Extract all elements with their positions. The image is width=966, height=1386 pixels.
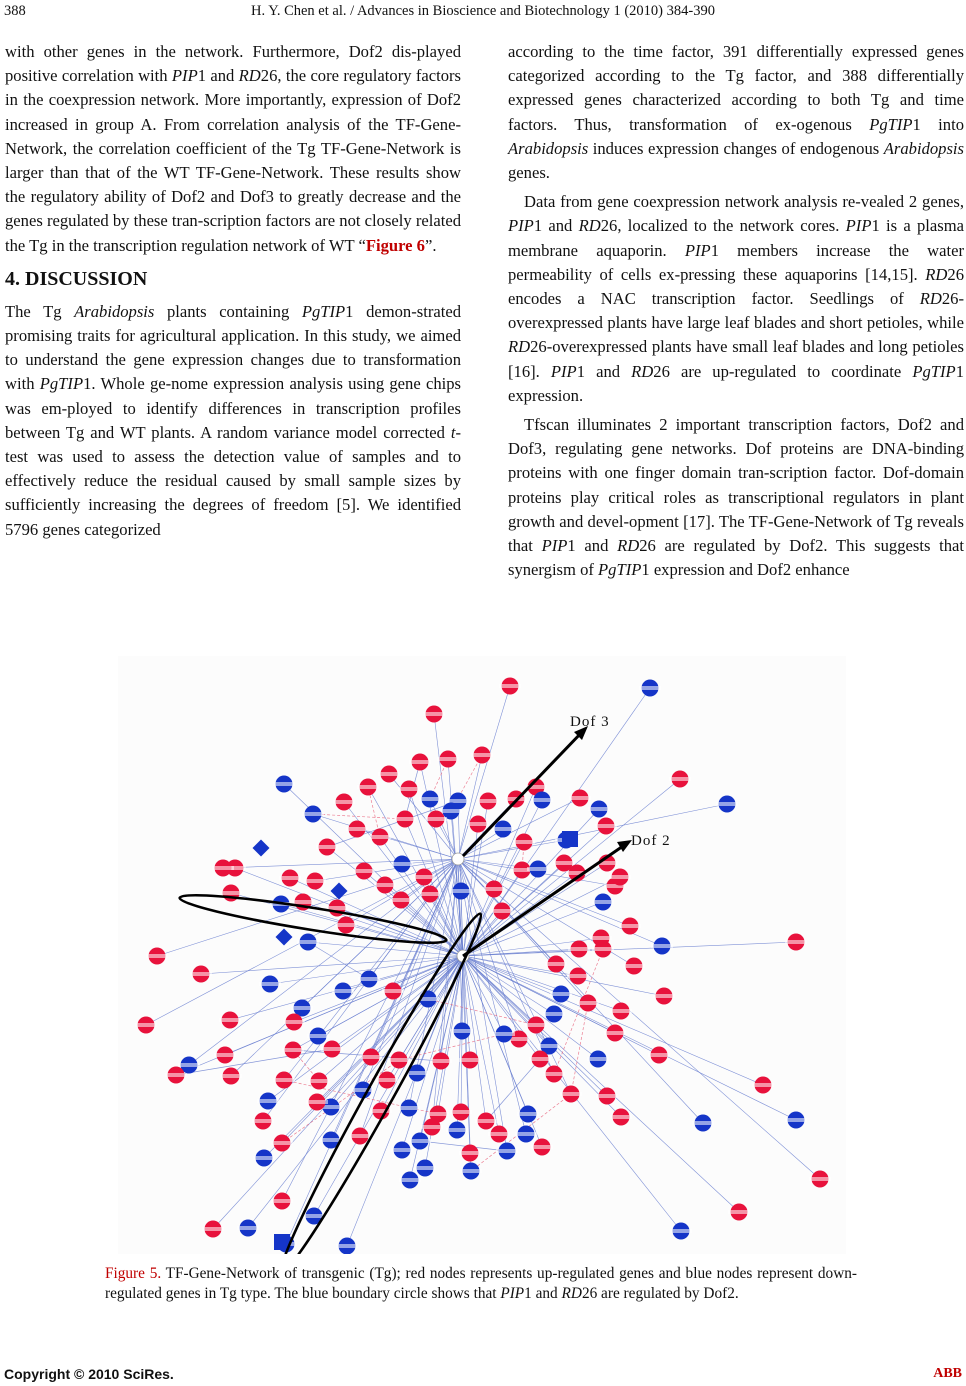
- node-label-bg: [577, 1001, 599, 1005]
- node-label-bg: [517, 1112, 539, 1116]
- node-label-bg: [670, 1229, 692, 1233]
- page-number: 388: [4, 3, 26, 19]
- node-label-bg: [513, 840, 535, 844]
- node-label-bg: [253, 1156, 275, 1160]
- node-label-bg: [394, 817, 416, 821]
- node-label-bg: [352, 1088, 374, 1092]
- node-label-bg: [360, 1055, 382, 1059]
- node-label-bg: [273, 1078, 295, 1082]
- node-label-bg: [220, 1074, 242, 1078]
- node-label-bg: [716, 802, 738, 806]
- node-label-bg: [413, 875, 435, 879]
- node-label-bg: [752, 1083, 774, 1087]
- node-label-bg: [440, 809, 462, 813]
- dof2-label: Dof 2: [631, 833, 671, 849]
- node-label-bg: [538, 1044, 560, 1048]
- node-label-bg: [648, 1053, 670, 1057]
- node-label-bg: [653, 994, 675, 998]
- node-label-bg: [423, 712, 445, 716]
- node-label-bg: [308, 1079, 330, 1083]
- node-label-bg: [190, 972, 212, 976]
- node-label-bg: [543, 1012, 565, 1016]
- node-label-bg: [271, 1141, 293, 1145]
- node-label-bg: [398, 1106, 420, 1110]
- node-label-bg: [406, 1071, 428, 1075]
- node-label-bg: [271, 1199, 293, 1203]
- node-label-bg: [321, 1047, 343, 1051]
- node-label-bg: [460, 1169, 482, 1173]
- node-label-bg: [202, 1227, 224, 1231]
- node-label-bg: [587, 1057, 609, 1061]
- node-label-bg: [569, 796, 591, 800]
- node-label-bg: [332, 989, 354, 993]
- node-label-bg: [450, 1110, 472, 1114]
- node-label-bg: [399, 1178, 421, 1182]
- page-footer: [4, 1366, 962, 1384]
- network-graph: [118, 656, 846, 1254]
- node-label-bg: [409, 760, 431, 764]
- node-label-bg: [531, 1145, 553, 1149]
- node-label-bg: [475, 1119, 497, 1123]
- node-label-bg: [483, 887, 505, 891]
- node-label-bg: [421, 1125, 443, 1129]
- node-label-bg: [588, 807, 610, 811]
- node-label-bg: [496, 1149, 518, 1153]
- node-label-bg: [306, 1100, 328, 1104]
- node-label-bg: [590, 936, 612, 940]
- node-label-bg: [391, 1148, 413, 1152]
- figure-label: Figure 5.: [105, 1265, 162, 1282]
- node-label-bg: [146, 954, 168, 958]
- node-label-bg: [283, 1020, 305, 1024]
- node-label-bg: [291, 1006, 313, 1010]
- node-label-bg: [568, 947, 590, 951]
- node-label-bg: [515, 1132, 537, 1136]
- node-label-bg: [357, 785, 379, 789]
- node-label-bg: [178, 1063, 200, 1067]
- node-label-bg: [488, 1132, 510, 1136]
- node-label-bg: [492, 827, 514, 831]
- node-label-bg: [609, 875, 631, 879]
- node-label-bg: [491, 909, 513, 913]
- copyright-text: Copyright © 2010 SciRes.: [4, 1366, 174, 1382]
- node-label-bg: [610, 1009, 632, 1013]
- right-paragraph-2: Data from gene coexpression network analysis re-vealed 2 genes, PIP1 and RD26, localized to the network cores. PIP1 is a plasma membrane aquaporin. PIP1 members increase the water permeability of cells ex-pressing these aquaporins [14,15]. RD26 encodes a NAC transcription factor. Seedlings of RD26-overexpressed plants have large leaf blades and short petioles, while RD26-overexpressed plants have small leaf blades and long petioles [16]. PIP1 and RD26 are up-regulated to coordinate PgTIP1 expression.: [508, 192, 964, 405]
- node-label-bg: [527, 867, 549, 871]
- section-heading: 4. DISCUSSION: [5, 267, 148, 290]
- node-label-bg: [378, 772, 400, 776]
- node-label-bg: [595, 824, 617, 828]
- node-label-bg: [809, 1177, 831, 1181]
- node-label-bg: [459, 1058, 481, 1062]
- node-label-bg: [425, 817, 447, 821]
- node-label-bg: [316, 845, 338, 849]
- network-figure: [118, 656, 846, 1254]
- node-label-bg: [785, 940, 807, 944]
- node-label-bg: [728, 1210, 750, 1214]
- node-label-bg: [604, 1031, 626, 1035]
- tf-square-node: [562, 831, 578, 847]
- left-column: [5, 40, 461, 542]
- node-label-bg: [499, 684, 521, 688]
- node-label-bg: [692, 1121, 714, 1125]
- node-label-bg: [370, 1109, 392, 1113]
- node-label-bg: [257, 1099, 279, 1103]
- node-label-bg: [349, 1134, 371, 1138]
- node-label-bg: [135, 1023, 157, 1027]
- right-paragraph-1: according to the time factor, 391 differentially expressed genes categorized according to the Tg factor, and 388 differentially expressed genes characterized according to both Tg and time factors. Thus, transformation of ex-ogenous PgTIP1 into Arabidopsis induces expression changes of endogenous Arabidopsis genes.: [508, 42, 964, 183]
- node-label-bg: [282, 1048, 304, 1052]
- left-paragraph-1: with other genes in the network. Furthermore, Dof2 dis-played positive correlation with PIP1 and RD26, the core regulatory factors in the coexpression network. More importantly, expression of Dof2 increased in group A. From correlation analysis of the TF-Gene-Network, the correlation coefficient of the Tg TF-Gene-Network is larger than that of the WT TF-Gene-Network. These results show the regulatory ability of Dof2 and Dof3 to greatly decrease and the genes regulated by these tran-scription factors are not closely related the Tg in the transcription regulation network of WT “Figure 6”.: [5, 42, 461, 255]
- node-label-bg: [446, 1128, 468, 1132]
- node-label-bg: [302, 812, 324, 816]
- right-column: [508, 40, 964, 582]
- node-label-bg: [560, 1092, 582, 1096]
- node-label-bg: [307, 1034, 329, 1038]
- node-label-bg: [669, 777, 691, 781]
- node-label-bg: [333, 800, 355, 804]
- node-label-bg: [237, 1226, 259, 1230]
- journal-abbrev: ABB: [933, 1366, 962, 1381]
- node-label-bg: [292, 900, 314, 904]
- dof3-label: Dof 3: [570, 714, 610, 730]
- node-label-bg: [369, 835, 391, 839]
- node-label-bg: [525, 1023, 547, 1027]
- node-label-bg: [477, 799, 499, 803]
- running-head: H. Y. Chen et al. / Advances in Bioscience and Biotechnology 1 (2010) 384-390: [251, 3, 715, 19]
- node-label-bg: [567, 974, 589, 978]
- node-label-bg: [623, 964, 645, 968]
- node-label-bg: [259, 982, 281, 986]
- node-label-bg: [214, 1053, 236, 1057]
- node-label-bg: [430, 1059, 452, 1063]
- node-label-bg: [427, 1112, 449, 1116]
- node-label-bg: [550, 992, 572, 996]
- node-label-bg: [398, 787, 420, 791]
- node-label-bg: [596, 1094, 618, 1098]
- node-label-bg: [531, 798, 553, 802]
- node-label-bg: [220, 891, 242, 895]
- node-label-bg: [592, 947, 614, 951]
- node-label-bg: [358, 977, 380, 981]
- node-label-bg: [219, 1018, 241, 1022]
- node-label-bg: [335, 923, 357, 927]
- node-label-bg: [273, 782, 295, 786]
- node-label-bg: [346, 827, 368, 831]
- node-label-bg: [619, 924, 641, 928]
- node-label-bg: [279, 876, 301, 880]
- node-label-bg: [353, 869, 375, 873]
- node-label-bg: [651, 944, 673, 948]
- node-label-bg: [493, 1032, 515, 1036]
- node-label-bg: [414, 1166, 436, 1170]
- node-label-bg: [471, 753, 493, 757]
- node-label-bg: [785, 1118, 807, 1122]
- node-label-bg: [543, 1072, 565, 1076]
- node-label-bg: [297, 940, 319, 944]
- node-label-bg: [610, 1115, 632, 1119]
- node-label-bg: [388, 1058, 410, 1062]
- node-label-bg: [545, 962, 567, 966]
- node-label-bg: [459, 1151, 481, 1155]
- left-paragraph-2: The Tg Arabidopsis plants containing PgTIP1 demon-strated promising traits for agricultural application. In this study, we aimed to understand the gene expression changes due to transformation with PgTIP1. Whole ge-nome expression analysis using gene chips was em-ployed to identify differences in transcription profiles between Tg and WT plants. A random variance model corrected t-test was used to assess the detection value of samples and to effectively reduce the residual caused by small sample sizes by sufficiently increasing the degrees of freedom [5]. We identified 5796 genes categorized: [5, 301, 461, 539]
- node-label-bg: [639, 686, 661, 690]
- node-label-bg: [376, 1078, 398, 1082]
- node-label-bg: [529, 1057, 551, 1061]
- node-label-bg: [391, 862, 413, 866]
- node-label-bg: [592, 900, 614, 904]
- node-label-bg: [336, 1244, 358, 1248]
- figure-caption: Figure 5. TF-Gene-Network of transgenic (Tg); red nodes represents up-regulated genes and blue nodes represent down- regulated genes in Tg type. The blue boundary circle shows that PIP1 and RD26 are regulated by Dof2.: [105, 1265, 857, 1302]
- node-label-bg: [467, 822, 489, 826]
- node-label-bg: [212, 866, 234, 870]
- node-label-bg: [419, 797, 441, 801]
- node-label-bg: [374, 883, 396, 887]
- node-label-bg: [409, 1139, 431, 1143]
- figure-6-link[interactable]: Figure 6: [365, 235, 425, 255]
- node-label-bg: [304, 879, 326, 883]
- node-label-bg: [447, 799, 469, 803]
- node-label-bg: [419, 892, 441, 896]
- node-label-bg: [382, 989, 404, 993]
- node-label-bg: [553, 861, 575, 865]
- right-paragraph-3: Tfscan illuminates 2 important transcription factors, Dof2 and Dof3, regulating gene networks. Dof proteins are DNA-binding proteins with one finger domain tran-scription factor. Dof-domain proteins play critical roles as transcriptional regulators in plant growth and devel-opment [17]. The TF-Gene-Network of Tg reveals that PIP1 and RD26 are regulated by Dof2. This suggests that synergism of PgTIP1 expression and Dof2 enhance: [508, 415, 964, 580]
- node-label-bg: [451, 1029, 473, 1033]
- node-label-bg: [450, 889, 472, 893]
- node-label-bg: [390, 898, 412, 902]
- node-label-bg: [165, 1073, 187, 1077]
- node-label-bg: [252, 1119, 274, 1123]
- node-label-bg: [437, 757, 459, 761]
